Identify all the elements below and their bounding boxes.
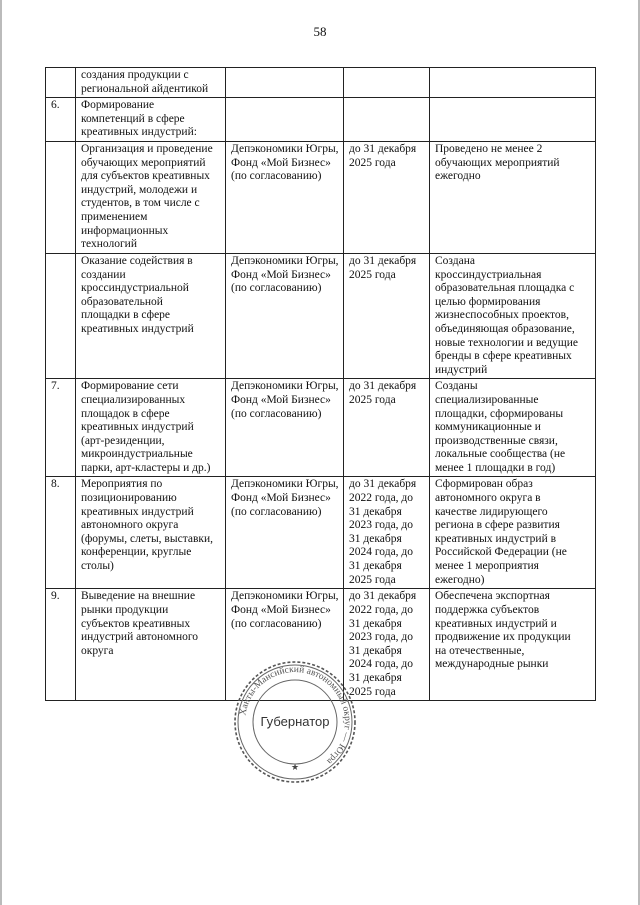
plan-table [45, 67, 596, 701]
deadline-cell: до 31 декабря 2022 года, до 31 декабря 2023 года, до 31 декабря 2024 года, до 31 декабря 2025 года [344, 589, 430, 701]
governor-seal-stamp [230, 660, 360, 785]
responsible-cell: Депэкономики Югры, Фонд «Мой Бизнес» (по согласованию) [226, 253, 344, 378]
table-row [46, 98, 596, 142]
row-number: 8. [46, 477, 76, 589]
row-number: 9. [46, 589, 76, 701]
page-number: 58 [313, 24, 327, 39]
row-number: 7. [46, 379, 76, 477]
deadline-cell: до 31 декабря 2022 года, до 31 декабря 2023 года, до 31 декабря 2024 года, до 31 декабря 2025 года [344, 477, 430, 589]
result-cell: Обеспечена экспортная поддержка субъектов креативных индустрий и продвижение их продукции на отечественные, международные рынки [430, 589, 596, 701]
result-cell: Сформирован образ автономного округа в качестве лидирующего региона в сфере развития креативных индустрий в Российской Федерации (не менее 1 мероприятия ежегодно) [430, 477, 596, 589]
deadline-cell [344, 68, 430, 98]
result-cell: Созданы специализированные площадки, сформированы коммуникационные и производственные связи, локальные сообщества (не менее 1 площадки в год) [430, 379, 596, 477]
table-row [46, 379, 596, 477]
row-number [46, 253, 76, 378]
action-cell: Организация и проведение обучающих мероприятий для субъектов креативных индустрий, молодежи и студентов, в том числе с применением информационных технологий [76, 141, 226, 253]
deadline-cell: до 31 декабря 2025 года [344, 379, 430, 477]
action-cell: Формирование компетенций в сфере креативных индустрий: [76, 98, 226, 142]
row-number [46, 141, 76, 253]
seal-center-text: Губернатор [260, 714, 330, 729]
result-cell [430, 98, 596, 142]
row-number: 6. [46, 98, 76, 142]
seal-star-icon: ★ [290, 762, 300, 772]
table-row [46, 68, 596, 98]
responsible-cell: Депэкономики Югры, Фонд «Мой Бизнес» (по согласованию) [226, 141, 344, 253]
responsible-cell: Депэкономики Югры, Фонд «Мой Бизнес» (по согласованию) [226, 589, 344, 701]
deadline-cell [344, 98, 430, 142]
table-row [46, 253, 596, 378]
action-cell: Мероприятия по позиционированию креативных индустрий автономного округа (форумы, слеты, выставки, конференции, круглые столы) [76, 477, 226, 589]
responsible-cell [226, 98, 344, 142]
responsible-cell: Депэкономики Югры, Фонд «Мой Бизнес» (по согласованию) [226, 379, 344, 477]
scan-edge-left [0, 0, 2, 905]
action-cell: Формирование сети специализированных площадок в сфере креативных индустрий (арт-резиденции, микроиндустриальные парки, арт-кластеры и др.) [76, 379, 226, 477]
deadline-cell: до 31 декабря 2025 года [344, 253, 430, 378]
action-cell: создания продукции с региональной айдентикой [76, 68, 226, 98]
result-cell: Создана кроссиндустриальная образовательная площадка с целью формирования жизнеспособных проектов, объединяющая образование, новые технологии и ведущие бренды в сфере креативных индустрий [430, 253, 596, 378]
responsible-cell [226, 68, 344, 98]
table-row [46, 141, 596, 253]
table-row [46, 477, 596, 589]
deadline-cell: до 31 декабря 2025 года [344, 141, 430, 253]
row-number [46, 68, 76, 98]
action-cell: Выведение на внешние рынки продукции субъектов креативных индустрий автономного округа [76, 589, 226, 701]
result-cell [430, 68, 596, 98]
result-cell: Проведено не менее 2 обучающих мероприятий ежегодно [430, 141, 596, 253]
seal-ring-text: Ханты-Мансийский автономный округ — Югра [238, 664, 353, 767]
responsible-cell: Депэкономики Югры, Фонд «Мой Бизнес» (по согласованию) [226, 477, 344, 589]
action-cell: Оказание содействия в создании кроссиндустриальной образовательной площадки в сфере креативных индустрий [76, 253, 226, 378]
